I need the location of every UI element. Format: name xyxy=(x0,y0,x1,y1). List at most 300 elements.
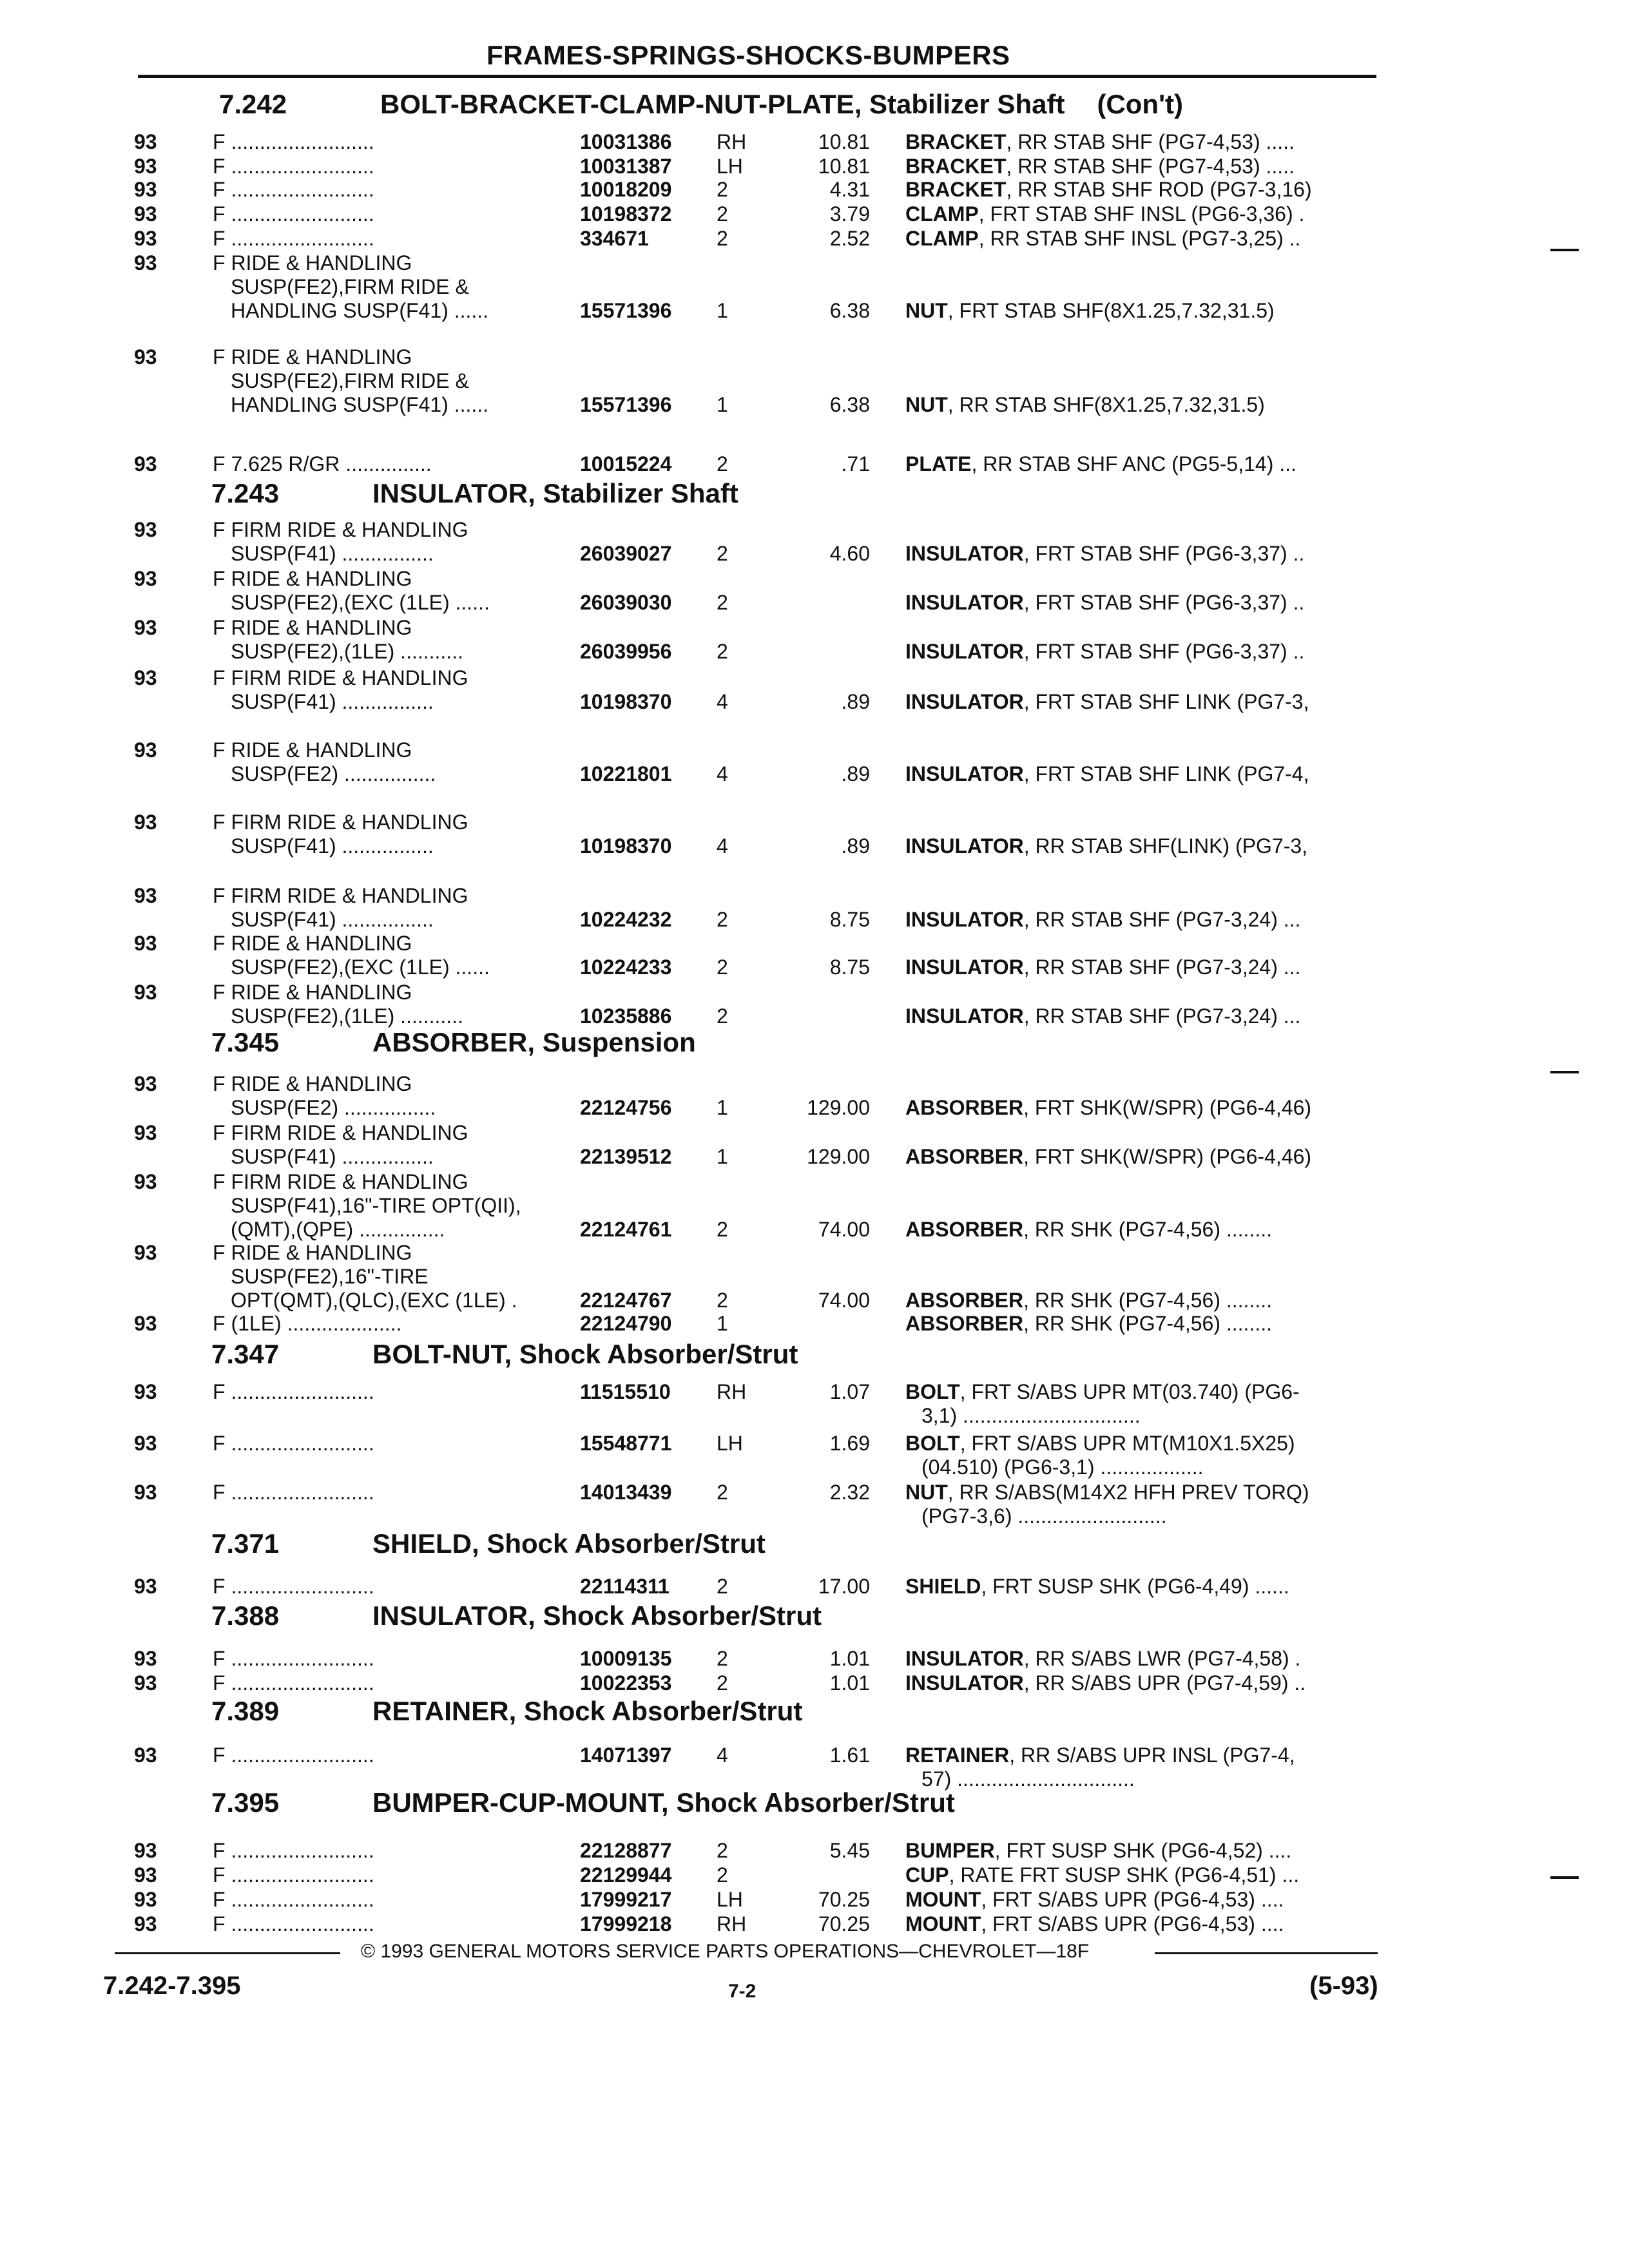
usage-text: SUSP(FE2),(EXC (1LE) ...... xyxy=(231,956,490,979)
usage-text: HANDLING SUSP(F41) ...... xyxy=(231,299,489,322)
quantity: LH xyxy=(717,1888,743,1911)
price: 8.75 xyxy=(829,908,870,931)
row-line xyxy=(0,227,1629,251)
quantity: 2 xyxy=(717,1863,728,1887)
price: 6.38 xyxy=(829,393,870,416)
usage-text: F ......................... xyxy=(213,1912,374,1936)
row-line xyxy=(0,640,1629,664)
section-number: 7.345 xyxy=(211,1027,280,1057)
price: 74.00 xyxy=(818,1218,870,1241)
row-line xyxy=(0,452,1629,476)
part-description xyxy=(905,1863,1299,1887)
usage-text: SUSP(FE2) ................ xyxy=(231,762,436,785)
price: 1.01 xyxy=(829,1671,870,1695)
model-year: 93 xyxy=(134,130,157,153)
part-description xyxy=(905,1888,1284,1912)
part-detail: , RATE FRT SUSP SHK (PG6-4,51) ... xyxy=(949,1863,1300,1887)
section-subtitle: , Stabilizer Shaft xyxy=(528,478,738,508)
footer-rule-left xyxy=(115,1952,340,1954)
row-line xyxy=(0,1380,1629,1404)
part-description xyxy=(905,1575,1289,1599)
part-number: 26039956 xyxy=(580,640,672,663)
section-title: SHIELD xyxy=(372,1528,472,1559)
parts-row xyxy=(0,518,1629,566)
parts-row xyxy=(0,981,1629,1028)
part-detail: , FRT S/ABS UPR MT(03.740) (PG6- xyxy=(959,1380,1300,1403)
row-line xyxy=(0,299,1629,323)
part-description xyxy=(905,227,1300,251)
part-number: 15571396 xyxy=(580,393,672,416)
part-detail: , RR STAB SHF(8X1.25,7.32,31.5) xyxy=(947,393,1265,416)
part-detail: , RR STAB SHF (PG7-4,53) ..... xyxy=(1006,130,1295,153)
part-detail: , RR S/ABS(M14X2 HFH PREV TORQ) xyxy=(947,1481,1309,1504)
part-detail: , FRT S/ABS UPR (PG6-4,53) .... xyxy=(981,1912,1284,1936)
section-subtitle: , Shock Absorber/Strut xyxy=(472,1528,766,1559)
footer-rule-right xyxy=(1155,1952,1378,1954)
part-description: (PG7-3,6) .......................... xyxy=(921,1504,1167,1528)
usage-text: SUSP(F41),16"-TIRE OPT(QII), xyxy=(231,1194,521,1217)
header-rule xyxy=(138,75,1376,78)
section-heading xyxy=(211,1027,696,1066)
part-description xyxy=(905,452,1296,476)
section-number: 7.395 xyxy=(211,1787,280,1818)
part-name: ABSORBER xyxy=(905,1218,1024,1241)
part-name: CUP xyxy=(905,1863,949,1887)
usage-text: F ......................... xyxy=(213,1839,374,1862)
model-year: 93 xyxy=(134,738,157,762)
row-line xyxy=(0,1744,1629,1767)
section-number: 7.371 xyxy=(211,1528,280,1559)
section-heading xyxy=(211,478,738,517)
section-heading xyxy=(211,1696,802,1735)
row-line xyxy=(0,1121,1629,1145)
model-year: 93 xyxy=(134,932,157,955)
part-name: BOLT xyxy=(905,1380,960,1403)
parts-row xyxy=(0,227,1629,251)
usage-text: SUSP(F41) ................ xyxy=(231,834,434,858)
model-year: 93 xyxy=(134,1170,157,1193)
part-name: INSULATOR xyxy=(905,591,1024,614)
part-number: 10224232 xyxy=(580,908,672,931)
quantity: 2 xyxy=(717,640,728,663)
usage-text: F (1LE) .................... xyxy=(213,1312,402,1335)
usage-text: F FIRM RIDE & HANDLING xyxy=(213,518,468,541)
part-name: BUMPER xyxy=(905,1839,995,1862)
usage-text: HANDLING SUSP(F41) ...... xyxy=(231,393,489,416)
model-year: 93 xyxy=(134,666,157,689)
model-year: 93 xyxy=(134,567,157,590)
model-year: 93 xyxy=(134,1432,157,1455)
quantity: 2 xyxy=(717,202,728,226)
part-detail: , RR STAB SHF INSL (PG7-3,25) .. xyxy=(978,227,1301,250)
price: .89 xyxy=(841,834,870,858)
part-description xyxy=(905,1096,1311,1120)
usage-text: F ......................... xyxy=(213,1432,374,1455)
usage-text: F RIDE & HANDLING xyxy=(213,1072,412,1095)
part-number: 10198372 xyxy=(580,202,672,226)
row-line xyxy=(0,542,1629,566)
parts-row xyxy=(0,1888,1629,1912)
part-detail: , RR STAB SHF ANC (PG5-5,14) ... xyxy=(971,452,1296,476)
usage-text: F ......................... xyxy=(213,1647,374,1670)
parts-row xyxy=(0,666,1629,714)
parts-row xyxy=(0,1241,1629,1312)
quantity: 2 xyxy=(717,908,728,931)
model-year: 93 xyxy=(134,1481,157,1504)
price: 129.00 xyxy=(807,1145,870,1168)
parts-row xyxy=(0,884,1629,932)
quantity: 1 xyxy=(717,299,728,322)
part-detail: , FRT STAB SHF (PG6-3,37) .. xyxy=(1023,591,1305,614)
row-line xyxy=(0,1072,1629,1096)
row-line xyxy=(0,738,1629,762)
section-continued: (Con't) xyxy=(1097,89,1184,119)
parts-row xyxy=(0,1671,1629,1695)
row-line xyxy=(0,1456,1629,1479)
part-description xyxy=(905,542,1304,566)
model-year: 93 xyxy=(134,1839,157,1862)
part-number: 10198370 xyxy=(580,690,672,713)
parts-row xyxy=(0,202,1629,226)
part-number: 10022353 xyxy=(580,1671,672,1695)
part-name: NUT xyxy=(905,299,948,322)
footer-page-number: 7-2 xyxy=(728,1981,757,2002)
usage-text: F FIRM RIDE & HANDLING xyxy=(213,811,468,834)
part-description xyxy=(905,1380,1300,1404)
part-name: INSULATOR xyxy=(905,908,1024,931)
row-line xyxy=(0,275,1629,299)
price: 8.75 xyxy=(829,956,870,979)
parts-row xyxy=(0,1121,1629,1169)
parts-row xyxy=(0,1170,1629,1242)
row-line xyxy=(0,251,1629,275)
footer-range: 7.242-7.395 xyxy=(103,1972,241,2000)
quantity: 2 xyxy=(717,591,728,614)
section-heading xyxy=(211,1600,822,1639)
part-name: INSULATOR xyxy=(905,690,1024,713)
part-name: INSULATOR xyxy=(905,762,1024,785)
part-number: 10018209 xyxy=(580,178,672,201)
part-name: ABSORBER xyxy=(905,1145,1024,1168)
row-line xyxy=(0,1312,1629,1336)
part-number: 22124761 xyxy=(580,1218,672,1241)
part-description xyxy=(905,1912,1284,1936)
quantity: 2 xyxy=(717,1839,728,1862)
section-title: BOLT-BRACKET-CLAMP-NUT-PLATE xyxy=(380,89,854,119)
usage-text: (QMT),(QPE) ............... xyxy=(231,1218,445,1241)
quantity: 2 xyxy=(717,1289,728,1312)
part-description xyxy=(905,299,1275,323)
part-detail: , FRT STAB SHF LINK (PG7-4, xyxy=(1023,762,1309,785)
part-description xyxy=(905,1744,1295,1767)
price: 1.01 xyxy=(829,1647,870,1670)
part-name: ABSORBER xyxy=(905,1096,1024,1119)
quantity: 2 xyxy=(717,1004,728,1028)
quantity: 2 xyxy=(717,452,728,476)
model-year: 93 xyxy=(134,1744,157,1767)
part-detail: , RR SHK (PG7-4,56) ........ xyxy=(1023,1289,1272,1312)
usage-text: F ......................... xyxy=(213,1380,374,1403)
part-name: NUT xyxy=(905,393,948,416)
part-number: 10235886 xyxy=(580,1004,672,1028)
part-detail: , FRT STAB SHF (PG6-3,37) .. xyxy=(1023,542,1305,565)
part-number: 22129944 xyxy=(580,1863,672,1887)
part-description xyxy=(905,1004,1300,1028)
parts-row xyxy=(0,1481,1629,1528)
usage-text: F RIDE & HANDLING xyxy=(213,616,412,639)
part-detail: , RR SHK (PG7-4,56) ........ xyxy=(1023,1218,1272,1241)
row-line xyxy=(0,1839,1629,1863)
row-line xyxy=(0,1004,1629,1028)
quantity: RH xyxy=(717,130,747,153)
part-name: BRACKET xyxy=(905,130,1007,153)
price: .71 xyxy=(841,452,870,476)
part-number: 15571396 xyxy=(580,299,672,322)
parts-row xyxy=(0,1839,1629,1863)
part-name: MOUNT xyxy=(905,1912,981,1936)
price: 74.00 xyxy=(818,1289,870,1312)
part-number: 334671 xyxy=(580,227,649,250)
quantity: 1 xyxy=(717,1312,728,1335)
part-number: 22139512 xyxy=(580,1145,672,1168)
part-detail: , RR STAB SHF (PG7-3,24) ... xyxy=(1023,1004,1301,1028)
row-line xyxy=(0,811,1629,834)
price: 1.07 xyxy=(829,1380,870,1403)
parts-row xyxy=(0,345,1629,417)
part-number: 10009135 xyxy=(580,1647,672,1670)
usage-text: F ......................... xyxy=(213,130,374,153)
price: 1.61 xyxy=(829,1744,870,1767)
part-description: 3,1) ............................... xyxy=(921,1404,1141,1427)
quantity: 2 xyxy=(717,542,728,565)
row-line xyxy=(0,1194,1629,1218)
usage-text: SUSP(FE2) ................ xyxy=(231,1096,436,1119)
parts-row xyxy=(0,1312,1629,1336)
row-line xyxy=(0,1265,1629,1289)
model-year: 93 xyxy=(134,1647,157,1670)
part-name: CLAMP xyxy=(905,202,979,226)
part-detail: , FRT STAB SHF INSL (PG6-3,36) . xyxy=(978,202,1305,226)
part-name: BRACKET xyxy=(905,155,1007,178)
section-number: 7.389 xyxy=(211,1696,280,1726)
part-detail: , RR S/ABS LWR (PG7-4,58) . xyxy=(1023,1647,1301,1670)
usage-text: SUSP(F41) ................ xyxy=(231,690,434,713)
price: 10.81 xyxy=(818,155,870,178)
usage-text: SUSP(FE2),16"-TIRE xyxy=(231,1265,429,1288)
usage-text: F ......................... xyxy=(213,1888,374,1911)
part-description xyxy=(905,1671,1306,1695)
row-line xyxy=(0,1647,1629,1671)
model-year: 93 xyxy=(134,981,157,1004)
parts-row xyxy=(0,1912,1629,1936)
model-year: 93 xyxy=(134,1671,157,1695)
row-line xyxy=(0,1888,1629,1912)
part-description xyxy=(905,155,1295,178)
parts-row xyxy=(0,932,1629,979)
parts-row xyxy=(0,1380,1629,1428)
part-detail: , FRT STAB SHF LINK (PG7-3, xyxy=(1023,690,1309,713)
part-detail: , RR STAB SHF (PG7-3,24) ... xyxy=(1023,908,1301,931)
parts-row xyxy=(0,1072,1629,1120)
part-description: (04.510) (PG6-3,1) .................. xyxy=(921,1456,1204,1479)
parts-row xyxy=(0,1647,1629,1671)
part-name: NUT xyxy=(905,1481,948,1504)
row-line xyxy=(0,666,1629,690)
usage-text: F 7.625 R/GR ............... xyxy=(213,452,432,476)
part-detail: , RR S/ABS UPR (PG7-4,59) .. xyxy=(1023,1671,1306,1695)
row-line xyxy=(0,178,1629,202)
price: .89 xyxy=(841,762,870,785)
part-description xyxy=(905,690,1309,714)
part-number: 10224233 xyxy=(580,956,672,979)
section-subtitle: , Suspension xyxy=(527,1027,696,1057)
model-year: 93 xyxy=(134,202,157,226)
row-line xyxy=(0,130,1629,154)
part-number: 11515510 xyxy=(580,1380,671,1403)
part-description xyxy=(905,908,1300,932)
usage-text: F RIDE & HANDLING xyxy=(213,738,412,762)
model-year: 93 xyxy=(134,452,157,476)
parts-row xyxy=(0,567,1629,615)
part-number: 10221801 xyxy=(580,762,672,785)
parts-row xyxy=(0,616,1629,664)
usage-text: F FIRM RIDE & HANDLING xyxy=(213,1170,468,1193)
section-subtitle: , Shock Absorber/Strut xyxy=(504,1339,798,1369)
section-subtitle: , Stabilizer Shaft xyxy=(854,89,1065,119)
row-line xyxy=(0,1504,1629,1528)
parts-row xyxy=(0,1575,1629,1599)
quantity: 2 xyxy=(717,178,728,201)
usage-text: SUSP(FE2),FIRM RIDE & xyxy=(231,275,469,298)
row-line xyxy=(0,1218,1629,1242)
row-line xyxy=(0,616,1629,640)
quantity: 1 xyxy=(717,1145,728,1168)
part-detail: , RR S/ABS UPR INSL (PG7-4, xyxy=(1009,1744,1295,1767)
price: 10.81 xyxy=(818,130,870,153)
part-number: 10198370 xyxy=(580,834,672,858)
row-line xyxy=(0,981,1629,1004)
quantity: RH xyxy=(717,1912,747,1936)
parts-row xyxy=(0,1432,1629,1479)
part-detail: , FRT SUSP SHK (PG6-4,49) ...... xyxy=(981,1575,1289,1598)
quantity: RH xyxy=(717,1380,747,1403)
row-line xyxy=(0,202,1629,226)
part-name: INSULATOR xyxy=(905,1647,1024,1670)
part-number: 10015224 xyxy=(580,452,672,476)
part-detail: , FRT STAB SHF(8X1.25,7.32,31.5) xyxy=(947,299,1275,322)
part-number: 14071397 xyxy=(580,1744,672,1767)
usage-text: SUSP(F41) ................ xyxy=(231,1145,434,1168)
part-detail: , FRT S/ABS UPR MT(M10X1.5X25) xyxy=(959,1432,1295,1455)
part-name: INSULATOR xyxy=(905,956,1024,979)
quantity: 2 xyxy=(717,1647,728,1670)
page-title: FRAMES-SPRINGS-SHOCKS-BUMPERS xyxy=(487,40,1010,70)
price: 70.25 xyxy=(818,1912,870,1936)
model-year: 93 xyxy=(134,811,157,834)
quantity: 4 xyxy=(717,1744,728,1767)
model-year: 93 xyxy=(134,518,157,541)
part-name: RETAINER xyxy=(905,1744,1010,1767)
quantity: 4 xyxy=(717,690,728,713)
price: 2.52 xyxy=(829,227,870,250)
usage-text: F FIRM RIDE & HANDLING xyxy=(213,884,468,907)
footer-copyright: © 1993 GENERAL MOTORS SERVICE PARTS OPERATIONS—CHEVROLET—18F xyxy=(361,1941,1090,1962)
section-number: 7.242 xyxy=(219,89,287,119)
part-description: 57) ............................... xyxy=(921,1767,1135,1791)
model-year: 93 xyxy=(134,1241,157,1264)
price: 2.32 xyxy=(829,1481,870,1504)
part-detail: , RR STAB SHF (PG7-3,24) ... xyxy=(1023,956,1301,979)
usage-text: F ......................... xyxy=(213,1671,374,1695)
parts-row xyxy=(0,155,1629,178)
part-description xyxy=(905,130,1295,154)
row-line xyxy=(0,567,1629,591)
part-detail: , RR STAB SHF ROD (PG7-3,16) xyxy=(1006,178,1312,201)
row-line xyxy=(0,1575,1629,1599)
part-detail: , FRT STAB SHF (PG6-3,37) .. xyxy=(1023,640,1305,663)
usage-text: SUSP(FE2),(1LE) ........... xyxy=(231,1004,463,1028)
quantity: 4 xyxy=(717,834,728,858)
price: .89 xyxy=(841,690,870,713)
part-description xyxy=(905,178,1312,202)
usage-text: F RIDE & HANDLING xyxy=(213,981,412,1004)
part-number: 22124790 xyxy=(580,1312,672,1335)
quantity: 2 xyxy=(717,956,728,979)
part-name: MOUNT xyxy=(905,1888,981,1911)
model-year: 93 xyxy=(134,251,157,274)
quantity: 4 xyxy=(717,762,728,785)
model-year: 93 xyxy=(134,1312,157,1335)
row-line xyxy=(0,1241,1629,1265)
usage-text: F ......................... xyxy=(213,155,374,178)
part-name: PLATE xyxy=(905,452,972,476)
parts-row xyxy=(0,1744,1629,1791)
margin-mark xyxy=(1550,1876,1579,1879)
part-description xyxy=(905,393,1265,417)
part-detail: , RR SHK (PG7-4,56) ........ xyxy=(1023,1312,1272,1335)
parts-row xyxy=(0,811,1629,858)
row-line xyxy=(0,1481,1629,1504)
part-name: ABSORBER xyxy=(905,1312,1024,1335)
usage-text: SUSP(FE2),FIRM RIDE & xyxy=(231,369,469,392)
price: 1.69 xyxy=(829,1432,870,1455)
margin-mark xyxy=(1550,249,1579,251)
part-number: 22128877 xyxy=(580,1839,672,1862)
section-heading xyxy=(211,1339,798,1378)
usage-text: SUSP(FE2),(1LE) ........... xyxy=(231,640,463,663)
part-description xyxy=(905,1432,1295,1456)
row-line xyxy=(0,591,1629,615)
quantity: 2 xyxy=(717,1671,728,1695)
section-heading xyxy=(219,89,1183,128)
usage-text: F RIDE & HANDLING xyxy=(213,932,412,955)
section-heading xyxy=(211,1528,766,1567)
row-line xyxy=(0,1863,1629,1887)
quantity: 2 xyxy=(717,1575,728,1598)
quantity: LH xyxy=(717,1432,743,1455)
usage-text: F ......................... xyxy=(213,1481,374,1504)
model-year: 93 xyxy=(134,616,157,639)
part-number: 26039027 xyxy=(580,542,672,565)
part-description xyxy=(905,956,1300,979)
part-detail: , FRT S/ABS UPR (PG6-4,53) .... xyxy=(981,1888,1284,1911)
part-description xyxy=(905,1481,1309,1504)
model-year: 93 xyxy=(134,345,157,369)
part-detail: , RR STAB SHF(LINK) (PG7-3, xyxy=(1023,834,1308,858)
row-line xyxy=(0,956,1629,979)
usage-text: F RIDE & HANDLING xyxy=(213,1241,412,1264)
model-year: 93 xyxy=(134,1072,157,1095)
